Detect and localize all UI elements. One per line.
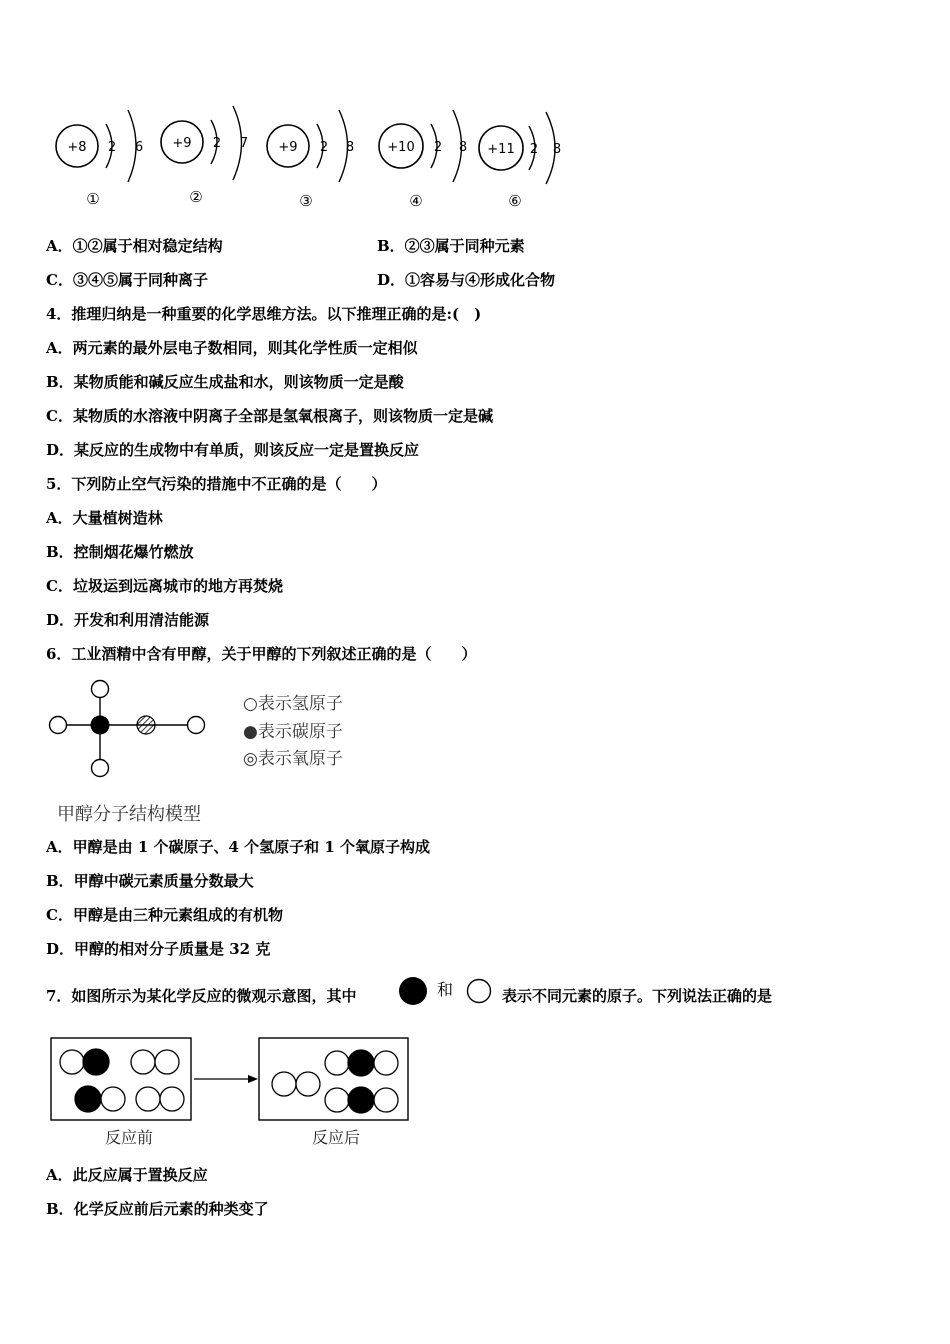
after-molecule-3-white xyxy=(325,1088,349,1112)
q3-option-d[interactable]: D．①容易与④形成化合物 xyxy=(377,271,556,289)
before-reaction-label: 反应前 xyxy=(105,1128,154,1147)
atom-5-shell-1: 2 xyxy=(529,142,539,157)
atom-1-shell-2: 6 xyxy=(134,140,144,155)
atom-1-label: ① xyxy=(86,190,100,208)
q7-option-b[interactable]: B．化学反应前后元素的种类变了 xyxy=(46,1200,269,1218)
before-molecule-4-white-b xyxy=(160,1087,184,1111)
methanol-molecule-model xyxy=(40,674,370,829)
before-molecule-3-white xyxy=(101,1087,125,1111)
atom-3-label: ③ xyxy=(299,192,313,210)
q6-stem: 6．工业酒精中含有甲醇，关于甲醇的下列叙述正确的是（ ） xyxy=(46,645,477,663)
atom-diagram-2 xyxy=(161,106,248,206)
before-molecule-2-white-a xyxy=(131,1050,155,1074)
white-atom-icon xyxy=(465,978,493,1006)
q7-stem-after: 表示不同元素的原子。下列说法正确的是 xyxy=(502,987,773,1005)
q3-option-c[interactable]: C．③④⑤属于同种离子 xyxy=(46,271,208,289)
atom-2-shell-2: 7 xyxy=(239,136,249,151)
atom-3-nucleus: +9 xyxy=(278,140,298,155)
q5-option-a[interactable]: A．大量植树造林 xyxy=(46,509,163,527)
atomic-structure-diagrams xyxy=(40,100,580,215)
before-molecule-2-white-b xyxy=(155,1050,179,1074)
q5-stem: 5．下列防止空气污染的措施中不正确的是（ ） xyxy=(46,475,387,493)
q5-option-b[interactable]: B．控制烟花爆竹燃放 xyxy=(46,543,194,561)
atom-diagram-5 xyxy=(479,112,561,210)
after-molecule-2-white xyxy=(325,1051,349,1075)
methanol-model-caption: 甲醇分子结构模型 xyxy=(57,804,201,825)
q3-option-a[interactable]: A．①②属于相对稳定结构 xyxy=(46,237,223,255)
legend-carbon: ●表示碳原子 xyxy=(243,722,343,742)
q4-stem: 4．推理归纳是一种重要的化学思维方法。以下推理正确的是:( ) xyxy=(46,305,482,323)
after-molecule-2-white-b xyxy=(374,1051,398,1075)
reaction-micro-diagram xyxy=(48,1033,418,1151)
before-molecule-3-black xyxy=(75,1086,101,1112)
atom-3-shell-1: 2 xyxy=(319,140,329,155)
q4-option-d[interactable]: D．某反应的生成物中有单质，则该反应一定是置换反应 xyxy=(46,441,420,459)
atom-2-label: ② xyxy=(189,188,203,206)
hydrogen-atom-right xyxy=(188,717,205,734)
q4-option-a[interactable]: A．两元素的最外层电子数相同，则其化学性质一定相似 xyxy=(46,339,418,357)
q6-option-a[interactable]: A．甲醇是由 1 个碳原子、4 个氢原子和 1 个氧原子构成 xyxy=(46,838,431,856)
hydrogen-atom-bottom xyxy=(92,760,109,777)
q3-option-b[interactable]: B．②③属于同种元素 xyxy=(377,237,525,255)
atom-diagram-1 xyxy=(56,110,143,208)
q7-stem-before: 7．如图所示为某化学反应的微观示意图，其中 xyxy=(46,987,357,1005)
atom-4-shell-2: 8 xyxy=(458,140,468,155)
atom-4-shell-1: 2 xyxy=(433,140,443,155)
q6-option-b[interactable]: B．甲醇中碳元素质量分数最大 xyxy=(46,872,254,890)
oxygen-atom xyxy=(137,716,155,734)
atom-4-label: ④ xyxy=(409,192,423,210)
q7-stem-and: 和 xyxy=(437,980,454,999)
after-molecule-3-black xyxy=(348,1087,374,1113)
q4-option-c[interactable]: C．某物质的水溶液中阴离子全部是氢氧根离子，则该物质一定是碱 xyxy=(46,407,493,425)
reaction-arrow xyxy=(194,1075,258,1083)
hydrogen-atom-top xyxy=(92,681,109,698)
after-molecule-1-white-a xyxy=(272,1072,296,1096)
atom-4-nucleus: +10 xyxy=(387,140,415,155)
after-molecule-2-black xyxy=(348,1050,374,1076)
hydrogen-atom-left xyxy=(50,717,67,734)
before-molecule-4-white-a xyxy=(136,1087,160,1111)
atom-diagram-4 xyxy=(379,110,467,210)
atom-1-shell-1: 2 xyxy=(107,140,117,155)
after-molecule-3-white-b xyxy=(374,1088,398,1112)
atom-3-shell-2: 8 xyxy=(345,140,355,155)
atom-5-nucleus: +11 xyxy=(487,142,515,157)
black-atom-icon xyxy=(398,976,430,1008)
carbon-atom xyxy=(91,716,110,735)
q6-option-d[interactable]: D．甲醇的相对分子质量是 32 克 xyxy=(46,940,271,958)
q5-option-d[interactable]: D．开发和利用清洁能源 xyxy=(46,611,210,629)
after-molecule-1-white-b xyxy=(296,1072,320,1096)
q6-option-c[interactable]: C．甲醇是由三种元素组成的有机物 xyxy=(46,906,283,924)
q5-option-c[interactable]: C．垃圾运到远离城市的地方再焚烧 xyxy=(46,577,283,595)
legend-oxygen: ◎表示氧原子 xyxy=(243,749,343,769)
atom-5-shell-2: 8 xyxy=(552,142,562,157)
atom-2-shell-1: 2 xyxy=(212,136,222,151)
before-molecule-1-white xyxy=(60,1050,84,1074)
atom-diagram-3 xyxy=(267,110,354,210)
before-molecule-1-black xyxy=(83,1049,109,1075)
after-reaction-label: 反应后 xyxy=(312,1128,361,1147)
q7-option-a[interactable]: A．此反应属于置换反应 xyxy=(46,1166,208,1184)
atom-5-label: ⑥ xyxy=(508,192,522,210)
atom-1-nucleus: +8 xyxy=(67,140,87,155)
q4-option-b[interactable]: B．某物质能和碱反应生成盐和水，则该物质一定是酸 xyxy=(46,373,404,391)
legend-hydrogen: ○表示氢原子 xyxy=(243,694,343,714)
atom-2-nucleus: +9 xyxy=(172,136,192,151)
